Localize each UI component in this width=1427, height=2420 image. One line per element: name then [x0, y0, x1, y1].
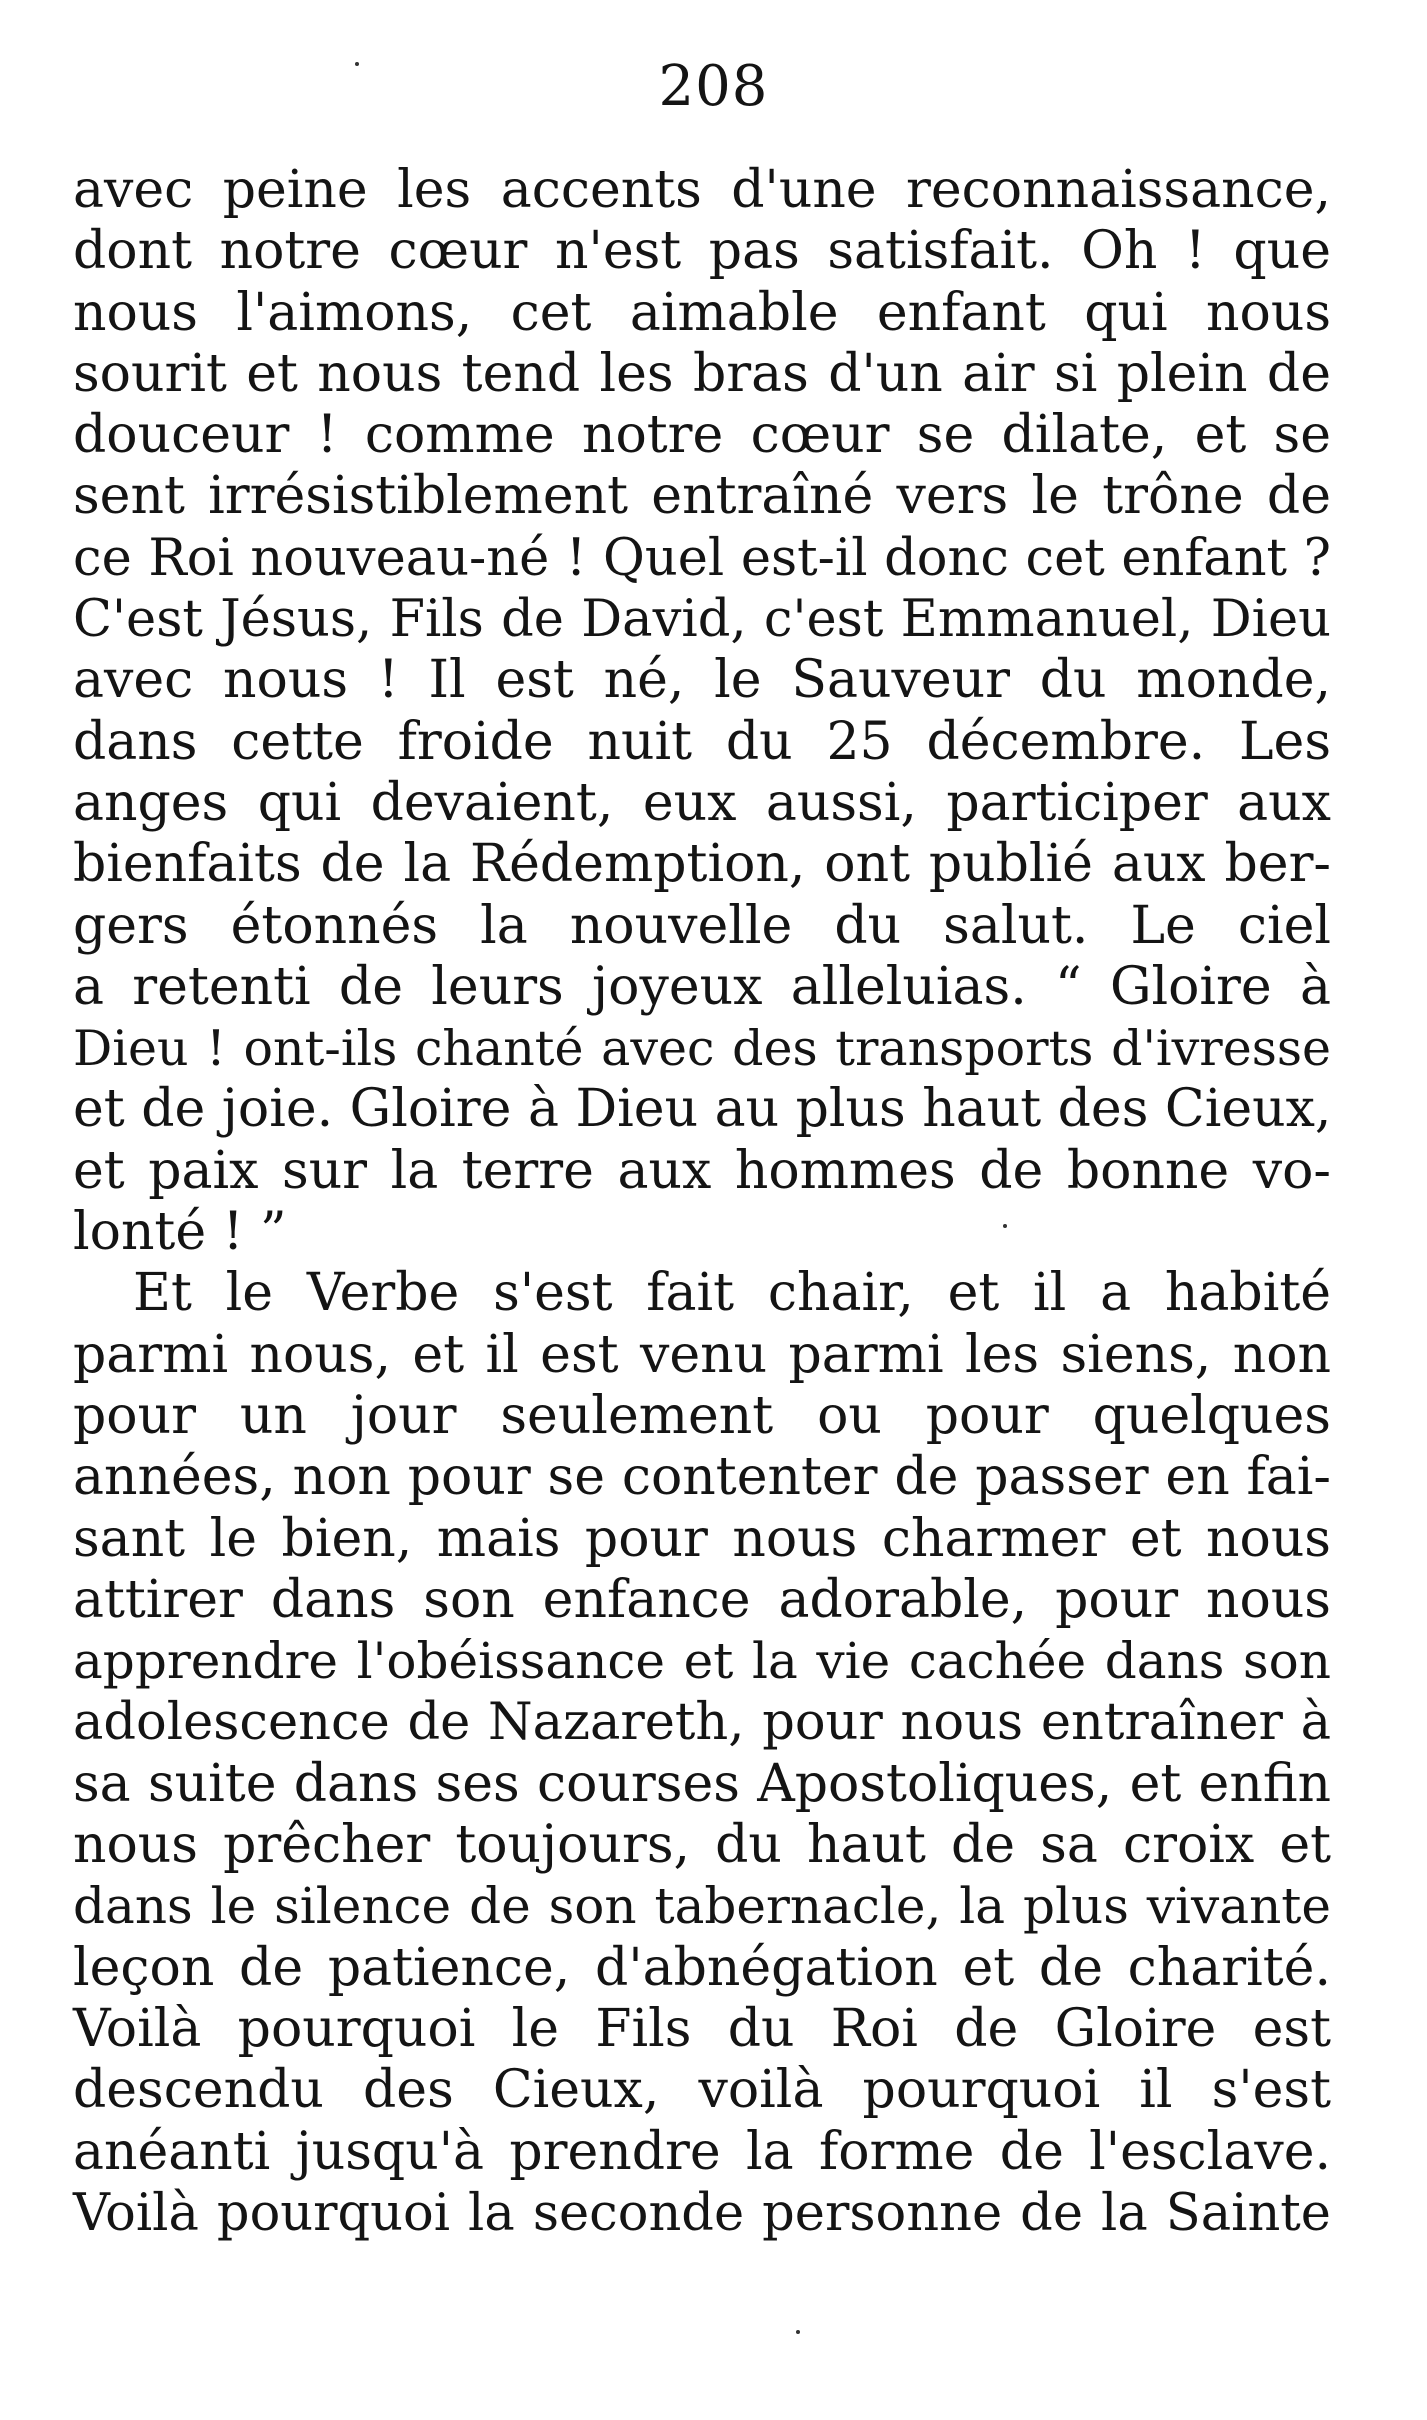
text-line: avec peine les accents d'une reconnaissance, — [73, 160, 1331, 220]
text-line: descendu des Cieux, voilà pourquoi il s'est — [73, 2060, 1331, 2121]
print-speck — [355, 62, 359, 66]
text-line: bienfaits de la Rédemption, ont publié aux ber- — [73, 834, 1331, 895]
text-line: anges qui devaient, eux aussi, participer aux — [73, 772, 1331, 833]
text-line: sent irrésistiblement entraîné vers le trône de — [73, 466, 1331, 527]
text-line: et de joie. Gloire à Dieu au plus haut des Cieux, — [73, 1079, 1332, 1140]
text-line: et paix sur la terre aux hommes de bonne vo- — [73, 1140, 1331, 1201]
text-line: leçon de patience, d'abnégation et de charité. — [73, 1937, 1331, 1998]
print-speck — [1003, 1224, 1007, 1228]
text-line: dont notre cœur n'est pas satisfait. Oh ! que — [73, 221, 1331, 282]
text-line: sa suite dans ses courses Apostoliques, et enfin — [73, 1753, 1331, 1814]
text-line: Et le Verbe s'est fait chair, et il a habité — [133, 1263, 1331, 1324]
text-line: apprendre l'obéissance et la vie cachée dans son — [73, 1632, 1331, 1691]
paragraph-1 — [73, 160, 1331, 1263]
text-line: lonté ! ” — [73, 1202, 287, 1263]
text-line: sant le bien, mais pour nous charmer et nous — [73, 1508, 1331, 1569]
text-line: attirer dans son enfance adorable, pour nous — [73, 1569, 1331, 1630]
page-number: 208 — [658, 54, 769, 119]
paragraph-2 — [73, 1263, 1331, 2244]
text-line: gers étonnés la nouvelle du salut. Le ciel — [73, 895, 1331, 956]
text-line: C'est Jésus, Fils de David, c'est Emmanuel, Dieu — [73, 590, 1331, 650]
text-line: Dieu ! ont-ils chanté avec des transports d'ivresse — [73, 1020, 1331, 1078]
text-line: sourit et nous tend les bras d'un air si plein de — [73, 343, 1331, 404]
text-line: pour un jour seulement ou pour quelques — [73, 1385, 1331, 1446]
text-line: adolescence de Nazareth, pour nous entraîner à — [73, 1693, 1331, 1753]
text-line: parmi nous, et il est venu parmi les siens, non — [73, 1324, 1331, 1385]
text-line: années, non pour se contenter de passer en fai- — [73, 1447, 1331, 1508]
text-line: Voilà pourquoi le Fils du Roi de Gloire est — [73, 1998, 1331, 2059]
text-line: dans le silence de son tabernacle, la plus vivante — [73, 1877, 1331, 1936]
text-line: nous l'aimons, cet aimable enfant qui nous — [73, 282, 1331, 343]
text-line: ce Roi nouveau-né ! Quel est-il donc cet enfant ? — [73, 528, 1331, 588]
text-line: anéanti jusqu'à prendre la forme de l'esclave. — [73, 2121, 1331, 2182]
text-line: Voilà pourquoi la seconde personne de la Sainte — [73, 2183, 1331, 2243]
body-text — [73, 160, 1331, 2244]
text-line: douceur ! comme notre cœur se dilate, et se — [73, 405, 1331, 466]
text-line: a retenti de leurs joyeux alleluias. “ Gloire à — [73, 956, 1331, 1017]
text-line: dans cette froide nuit du 25 décembre. Les — [73, 711, 1331, 772]
text-line: avec nous ! Il est né, le Sauveur du monde, — [73, 650, 1331, 711]
text-line: nous prêcher toujours, du haut de sa croix et — [73, 1815, 1331, 1876]
print-speck — [796, 2330, 800, 2334]
